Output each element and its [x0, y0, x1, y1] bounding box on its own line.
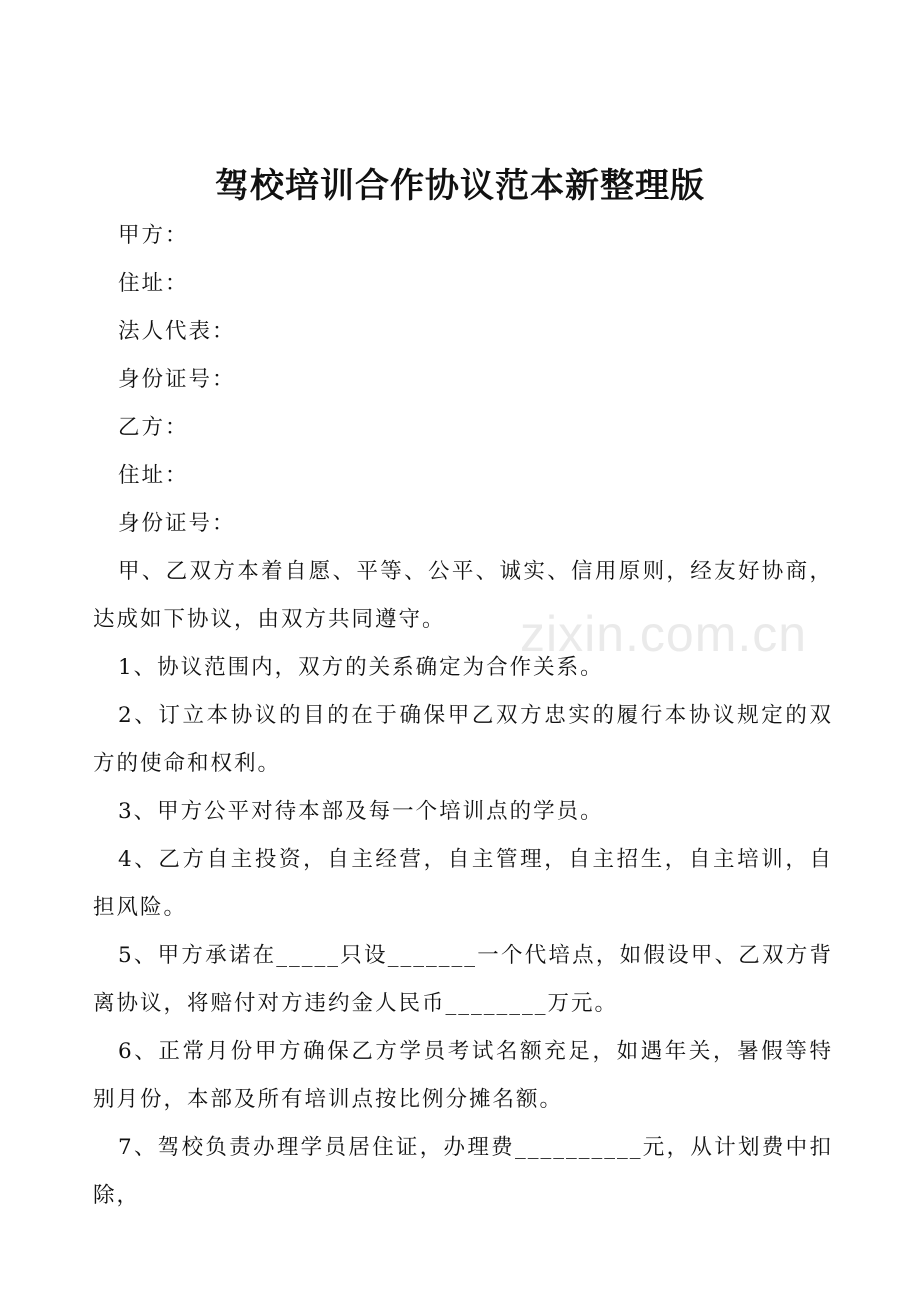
watermark-text: zixin.com.cn [520, 606, 808, 662]
clause-7: 7、驾校负责办理学员居住证，办理费__________元，从计划费中扣除， [93, 1135, 833, 1208]
document-body [93, 212, 833, 1220]
clause-3: 3、甲方公平对待本部及每一个培训点的学员。 [118, 799, 604, 824]
party-a-id-label: 身份证号： [118, 367, 236, 392]
preamble-paragraph: 甲、乙双方本着自愿、平等、公平、诚实、信用原则，经友好协商，达成如下协议，由双方共同遵守。 [93, 559, 833, 632]
party-a-address-label: 住址： [118, 271, 189, 296]
party-a-label: 甲方： [118, 223, 189, 248]
party-b-id-label: 身份证号： [118, 511, 236, 536]
clause-2: 2、订立本协议的目的在于确保甲乙双方忠实的履行本协议规定的双方的使命和权利。 [93, 703, 833, 776]
party-b-label: 乙方： [118, 415, 189, 440]
clause-1: 1、协议范围内，双方的关系确定为合作关系。 [118, 655, 604, 680]
legal-representative-label: 法人代表： [118, 319, 236, 344]
clause-5: 5、甲方承诺在_____只设_______一个代培点，如假设甲、乙双方背离协议，将赔付对方违约金人民币________万元。 [93, 943, 833, 1016]
document-title: 驾校培训合作协议范本新整理版 [215, 166, 705, 206]
party-b-address-label: 住址： [118, 463, 189, 488]
clause-6: 6、正常月份甲方确保乙方学员考试名额充足，如遇年关，暑假等特别月份，本部及所有培训点按比例分摊名额。 [93, 1039, 833, 1112]
clause-4: 4、乙方自主投资，自主经营，自主管理，自主招生，自主培训，自担风险。 [93, 847, 833, 920]
